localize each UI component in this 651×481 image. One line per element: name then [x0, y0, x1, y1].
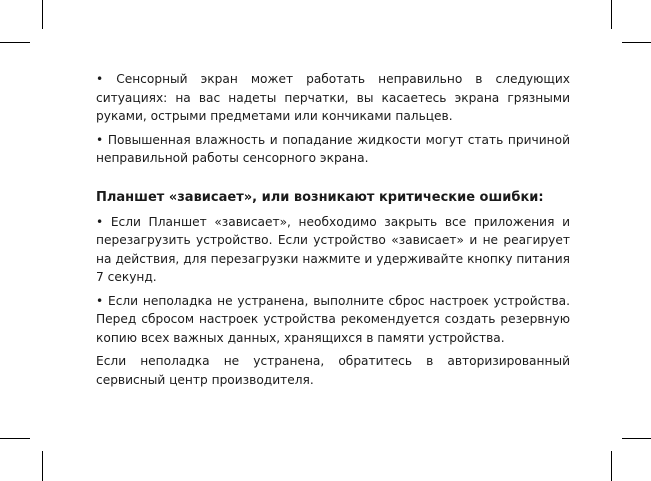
- service-center-paragraph: Если неполадка не устранена, обратитесь в авторизированный сервисный центр производителя.: [96, 354, 570, 387]
- crop-mark-top-right-vertical: [611, 0, 612, 29]
- crop-mark-top-left-horizontal: [0, 42, 30, 43]
- crop-mark-top-left-vertical: [42, 0, 43, 29]
- crop-mark-bottom-left-vertical: [42, 451, 43, 481]
- crop-mark-top-right-horizontal: [622, 42, 651, 43]
- section-heading: Планшет «зависает», или возникают критические ошибки:: [96, 189, 544, 205]
- humidity-issue-paragraph: • Повышенная влажность и попадание жидкости могут стать причиной неправильной работы сенсорного экрана.: [96, 132, 570, 165]
- factory-reset-paragraph: • Если неполадка не устранена, выполните сброс настроек устройства. Перед сбросом настроек устройства рекомендуется создать резервную копию всех важных данных, хранящихся в памяти устройства.: [96, 293, 570, 345]
- crop-mark-bottom-right-horizontal: [622, 438, 651, 439]
- touchscreen-issue-paragraph: • Сенсорный экран может работать неправильно в следующих ситуациях: на вас надеты перчатки, вы касаетесь экрана грязными руками, острыми предметами или кончиками пальцев.: [96, 72, 570, 123]
- page-content: [96, 70, 570, 394]
- crop-mark-bottom-left-horizontal: [0, 438, 30, 439]
- freeze-restart-paragraph: • Если Планшет «зависает», необходимо закрыть все приложения и перезагрузить устройство. Если устройство «зависает» и не реагирует на действия, для перезагрузки нажмите и удерживайте кнопку питания 7 секунд.: [96, 214, 570, 284]
- crop-mark-bottom-right-vertical: [611, 451, 612, 481]
